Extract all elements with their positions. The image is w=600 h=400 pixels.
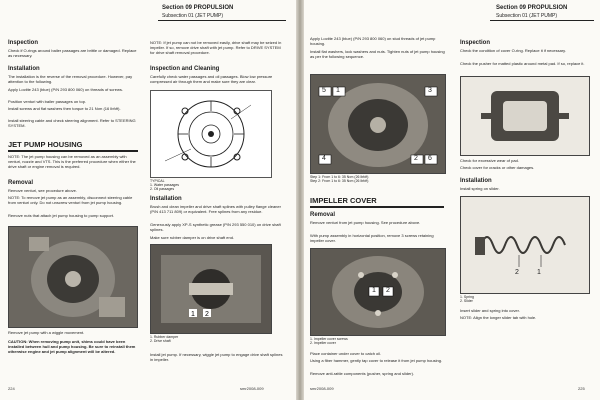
removal-note: NOTE: To remove jet pump as an assembly, disconnect steering cable from venturi only. Do not unscrew venturi from jet pump housing.: [8, 195, 133, 205]
spring-label-2: 2: [515, 269, 519, 276]
inspection-text: Check if O-rings around bailer passages are brittle or damaged. Replace as necessary.: [8, 48, 137, 58]
jet-pump-note: NOTE: The jet pump housing can be removed as an assembly with venturi, nozzle and VTS. This is the preferred procedure when either the drive shaft or engine removal is required.: [8, 154, 136, 169]
left-section-title: Section 09 PROPULSION: [162, 5, 234, 11]
figure-2-caption: 1. Rubber damper 2. Drive shaft: [150, 335, 179, 343]
right-page: [304, 0, 600, 400]
right-inspection-text-1: Check the condition of cover O-ring. Replace it if necessary.: [460, 48, 566, 53]
right-page-number: 225: [578, 386, 585, 391]
removal-heading: Removal: [8, 180, 34, 186]
impeller-heading-underline: [310, 206, 444, 208]
spring-slider-photo: [460, 196, 590, 294]
impeller-removal-text-4: Using a fiber hammer, gently tap cover to release it from jet pump housing.: [310, 358, 443, 363]
tightening-sequence-photo: [310, 74, 446, 174]
impeller-removal-heading: Removal: [310, 212, 336, 218]
installation-text-5: Install steering cable and check steering alignment. Refer to STEERING SYSTEM.: [8, 118, 136, 128]
right-inspection-heading: Inspection: [460, 40, 491, 46]
impeller-caption: 1. Impeller cover screws 2. Impeller cover: [310, 337, 348, 345]
right-installation-text-2: Insert slider and spring into cover.: [460, 308, 520, 313]
impeller-cover-heading: IMPELLER COVER: [310, 196, 377, 205]
right-installation-text-1: Install spring on slider.: [460, 186, 500, 191]
left-page: [0, 0, 296, 400]
drive-shaft-note: NOTE: If jet pump can not be removed easily, drive shaft may be seized in impeller. If so, remove drive shaft with jet pump. Refer to DRIVE SYSTEM for drive shaft removal procedure.: [150, 40, 282, 55]
right-subsection-title: Subsection 01 (JET PUMP): [496, 13, 558, 19]
impeller-removal-text-5: Remove anti-rattle components (pusher, spring and slider).: [310, 371, 415, 376]
inspection-heading: Inspection: [8, 40, 39, 46]
removal-text-3: Remove jet pump with a wiggle movement.: [8, 330, 85, 335]
installation-text-7: Generously apply XP-S synthetic grease (P/N 293 550 010) on drive shaft splines.: [150, 222, 281, 232]
jet-pump-housing-heading: JET PUMP HOUSING: [8, 140, 83, 149]
removal-text-1: Remove venturi, see procedure above.: [8, 188, 77, 193]
installation-text-1: The installation is the reverse of the removal procedure. However, pay attention to the following.: [8, 74, 133, 84]
impeller-removal-text-1: Remove venturi from jet pump housing. See procedure above.: [310, 220, 421, 225]
installation-text-4: Install screws and flat washers then torque to 21 N•m (16 lbf•ft).: [8, 106, 121, 111]
right-installation-note: NOTE: Align the longer slider tab with hole.: [460, 315, 537, 320]
right-inspection-text-2: Check the pusher for matted plastic around metal pad. If so, replace it.: [460, 61, 585, 66]
right-header-rule: [490, 20, 594, 21]
figure-1-caption: TYPICAL 1. Water passages 2. Oil passages: [150, 179, 180, 191]
installation-text-2: Apply Loctite 243 (blue) (P/N 293 800 060) on threads of screws.: [8, 87, 123, 92]
installation-heading-2: Installation: [150, 196, 182, 202]
seq-label-2: 2: [414, 155, 418, 162]
right-footer-code: smr2008-009: [310, 386, 334, 391]
caution-text: CAUTION: When removing pump unit, shims could have been installed between hull and pump housing. Be sure to reinstall them otherwise engine and jet pump alignment will be altered.: [8, 339, 136, 354]
seq-label-5: 5: [322, 87, 326, 94]
svg-text:1: 1: [191, 311, 195, 318]
pusher-photo: [460, 76, 590, 156]
left-footer-code: smr2008-009: [240, 386, 264, 391]
seq-label-6: 6: [428, 155, 432, 162]
right-inspection-text-3: Check for excessive wear of pad.: [460, 158, 519, 163]
left-page-number: 224: [8, 386, 15, 391]
seq-label-1: 1: [336, 87, 340, 94]
seq-label-4: 4: [322, 155, 326, 162]
seq-label-3: 3: [428, 87, 432, 94]
spring-caption: 1. Spring 2. Slider: [460, 295, 475, 303]
impeller-cover-photo: [310, 248, 446, 336]
installation-text-9: Install jet pump. If necessary, wiggle jet pump to engage drive shaft splines in impeller.: [150, 352, 283, 362]
installation-text-8: Make sure rubber damper is on drive shaft end.: [150, 235, 235, 240]
tighten-nuts-text: Install flat washers, lock washers and nuts. Tighten nuts of jet pump housing as per the following sequence.: [310, 49, 445, 59]
installation-text-3: Position venturi with bailer passages on top.: [8, 99, 87, 104]
heading-underline: [8, 150, 138, 152]
installation-heading: Installation: [8, 66, 40, 72]
book-gutter: [296, 0, 304, 400]
right-inspection-text-4: Check cover for cracks or other damages.: [460, 165, 535, 170]
impeller-label-2: 2: [386, 287, 390, 294]
impeller-removal-text-2: With pump assembly in horizontal position, remove 3 screws retaining impeller cover.: [310, 233, 434, 243]
installation-text-6: Brush and clean impeller and drive shaft splines with pulley flange cleaner (P/N 413 711 809) or equivalent. Free splines from any residue.: [150, 204, 281, 214]
svg-text:2: 2: [205, 311, 209, 318]
jet-pump-removal-photo: [8, 226, 138, 328]
impeller-removal-text-3: Place container under cover to catch oil.: [310, 351, 382, 356]
inspection-cleaning-text: Carefully check water passages and oil passages. Blow low pressure compressed air through them and make sure they are clear.: [150, 74, 273, 84]
inspection-cleaning-heading: Inspection and Cleaning: [150, 66, 220, 72]
apply-loctite-text: Apply Loctite 243 (blue) (P/N 293 800 060) on stud threads of jet pump housing.: [310, 36, 436, 46]
pump-housing-drawing: [150, 90, 272, 178]
spring-label-1: 1: [537, 269, 541, 276]
right-installation-heading: Installation: [460, 178, 492, 184]
left-subsection-title: Subsection 01 (JET PUMP): [162, 13, 224, 19]
right-section-title: Section 09 PROPULSION: [496, 5, 568, 11]
sequence-caption: Step 1: From 1 to 6: 35 N•m (26 lbf•ft) Step 2: From 1 to 6: 35 N•m (26 lbf•ft): [310, 175, 369, 183]
drive-shaft-photo: [150, 244, 272, 334]
impeller-label-1: 1: [372, 287, 376, 294]
left-header-rule: [158, 20, 286, 21]
removal-text-2: Remove nuts that attach jet pump housing to pump support.: [8, 213, 115, 218]
